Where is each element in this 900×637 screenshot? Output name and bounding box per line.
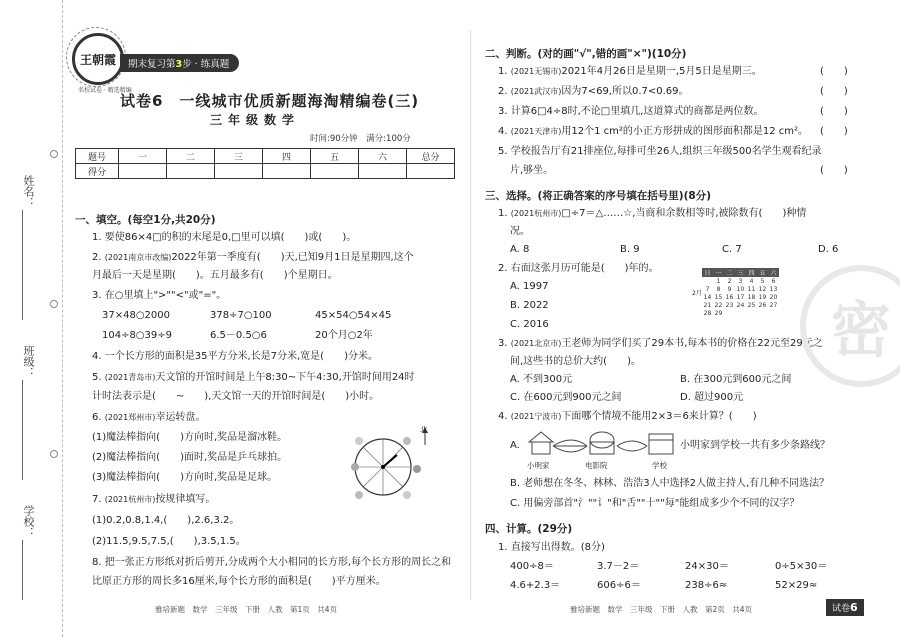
score-header-cell: 三	[215, 149, 263, 164]
calc-item: 606÷6＝	[597, 580, 641, 591]
question-5: 5. (2021青岛市)天文馆的开馆时间是上午8:30~下午4:30,开馆时间用24时	[92, 372, 415, 383]
section-choice: 三、选择。(将正确答案的序号填在括号里)(8分)	[485, 190, 712, 202]
binding-margin	[0, 0, 63, 637]
compare-item: 20个月○2年	[315, 330, 373, 341]
section-fill-blank: 一、填空。(每空1分,共20分)	[75, 214, 216, 226]
compare-item: 6.5－0.5○6	[210, 330, 267, 341]
choice-option[interactable]: C. 在600元到900元之间	[510, 392, 622, 403]
route-diagram-image	[527, 428, 677, 458]
calendar-day	[757, 310, 768, 317]
compare-item: 45×54○54×45	[315, 310, 392, 321]
choice-option[interactable]: D. 6	[818, 244, 839, 255]
choice-option[interactable]: A. 1997	[510, 281, 549, 292]
question-8: 8. 把一张正方形纸对折后剪开,分成两个大小相同的长方形,每个长方形的周长之和	[92, 557, 452, 568]
calendar-day: 15	[714, 294, 723, 301]
judge-3: 3. 计算6□4÷8时,不论□里填几,这道算式的商都是两位数。	[498, 106, 764, 117]
score-header-cell: 题号	[76, 149, 119, 164]
question-6-2: (2)魔法棒指向( )面时,奖品是乒乓球拍。	[92, 452, 288, 463]
calendar-day	[702, 278, 713, 285]
choice-option[interactable]: C. 7	[722, 244, 742, 255]
score-row	[76, 164, 455, 179]
judge-2: 2. (2021武汉市)因为7<69,所以0.7<0.69。	[498, 86, 689, 97]
calendar-day: 25	[747, 302, 756, 309]
brand-slogan: 名校试卷 · 精选精编	[78, 87, 132, 94]
question-4: 4. 一个长方形的面积是35平方分米,长是7分米,宽是( )分米。	[92, 351, 378, 362]
score-header-cell: 四	[263, 149, 311, 164]
calendar-day: 4	[749, 278, 754, 285]
calendar-day: 21	[703, 302, 712, 309]
calendar-day: 7	[705, 286, 710, 293]
answer-bracket[interactable]: ( )	[820, 86, 848, 97]
score-header-row	[76, 149, 455, 164]
calendar-weekday: 四	[746, 268, 757, 277]
calendar-weekday: 六	[768, 268, 779, 277]
choice-option-a-label[interactable]: A.	[510, 440, 520, 451]
calendar-day: 10	[736, 286, 745, 293]
lucky-wheel-image	[345, 425, 435, 503]
judge-4-text: 用12个1 cm²的小正方形拼成的图形面积都是12 cm²。	[561, 126, 809, 137]
calendar-month-label: 2月	[692, 290, 702, 297]
calc-item: 24×30＝	[685, 561, 729, 572]
badge-num: 6	[850, 601, 858, 614]
calendar-day: 3	[738, 278, 743, 285]
answer-bracket[interactable]: ( )	[820, 66, 848, 77]
calendar-day: 20	[769, 294, 778, 301]
question-8-cont: 比原正方形的周长多16厘米,每个长方形的面积是( )平方厘米。	[92, 576, 386, 587]
route-caption: 电影院	[585, 461, 608, 470]
judge-2-text: 因为7<69,所以0.7<0.69。	[561, 86, 689, 97]
calendar-day: 22	[714, 302, 723, 309]
paper-subtitle: 三年级数学	[210, 113, 301, 127]
section-calculate: 四、计算。(29分)	[485, 523, 573, 535]
binding-hole	[50, 150, 58, 158]
question-5-text: 天文馆的开馆时间是上午8:30~下午4:30,开馆时间用24时	[155, 372, 415, 383]
question-7-text: 按规律填写。	[155, 494, 216, 505]
calc-1: 1. 直接写出得数。(8分)	[498, 542, 605, 553]
choice-option[interactable]: B. 2022	[510, 300, 549, 311]
class-line	[22, 380, 23, 480]
choice-option[interactable]: C. 2016	[510, 319, 549, 330]
score-cell[interactable]	[311, 164, 359, 179]
question-2-cont: 月最后一天是星期( )。五月最多有( )个星期日。	[92, 270, 338, 281]
calc-item: 4.6+2.3＝	[510, 580, 561, 591]
calendar-day	[768, 310, 779, 317]
question-source: (2021宁波市)	[510, 412, 562, 421]
question-6: 6. (2021郑州市)幸运转盘。	[92, 412, 206, 423]
calc-item: 238÷6≈	[685, 580, 728, 591]
review-tag-pre: 期末复习第	[128, 59, 176, 70]
score-table	[75, 148, 455, 179]
choice-2: 2. 右面这张月历可能是( )年的。	[498, 263, 659, 274]
calendar-day: 9	[727, 286, 732, 293]
score-header-cell: 五	[311, 149, 359, 164]
choice-option[interactable]: D. 超过900元	[680, 392, 744, 403]
review-tag-num: 3	[175, 59, 183, 70]
question-source: (2021郑州市)	[104, 413, 156, 422]
calendar-day: 17	[736, 294, 745, 301]
calendar-day: 14	[703, 294, 712, 301]
choice-4: 4. (2021宁波市)下面哪个情境不能用2×3＝6来计算？( )	[498, 411, 757, 422]
school-label: 学校：	[22, 505, 35, 538]
paper-number-badge	[826, 599, 864, 616]
question-7: 7. (2021杭州市)按规律填写。	[92, 494, 216, 505]
judge-1: 1. (2021无锡市)2021年4月26日是星期一,5月5日是星期三。	[498, 66, 762, 77]
binding-hole	[50, 300, 58, 308]
calendar-weekday: 五	[757, 268, 768, 277]
section-judge: 二、判断。(对的画"√",错的画"×")(10分)	[485, 48, 687, 60]
question-2: 2. (2021南京市改编)2022年第一季度有( )天,已知9月1日是星期四,这个	[92, 252, 414, 263]
calendar-weekday: 三	[735, 268, 746, 277]
question-source: (2021南京市改编)	[104, 253, 172, 262]
question-1: 1. 要使86×4□的积的末尾是0,□里可以填( )或( )。	[92, 232, 357, 243]
calendar-day: 12	[758, 286, 767, 293]
choice-4-text: 下面哪个情境不能用2×3＝6来计算？( )	[561, 411, 757, 422]
calendar-day: 11	[747, 286, 756, 293]
name-line	[22, 210, 23, 320]
choice-option-a-text: 小明家到学校一共有多少条路线？	[680, 440, 830, 451]
calendar-day: 19	[758, 294, 767, 301]
question-source: (2021北京市)	[510, 339, 562, 348]
calc-item: 52×29≈	[775, 580, 818, 591]
choice-option[interactable]: B. 老师想在冬冬、林林、浩浩3人中选择2人做主持人,有几种不同选法？	[510, 478, 830, 489]
review-tag-post: 步 · 练真题	[182, 59, 230, 70]
score-header-cell: 六	[359, 149, 407, 164]
badge-pre: 试卷	[832, 604, 851, 614]
calendar-weekday: 一	[713, 268, 724, 277]
calendar-day: 5	[760, 278, 765, 285]
calendar-day: 6	[771, 278, 776, 285]
score-cell[interactable]	[167, 164, 215, 179]
choice-option[interactable]: B. 在300元到600元之间	[680, 374, 792, 385]
question-7-2: (2)11.5,9.5,7.5,( ),3.5,1.5。	[92, 536, 246, 547]
choice-option[interactable]: C. 用偏旁部首"氵""讠"和"舌""十""每"能组成多少个不同的汉字？	[510, 498, 800, 509]
name-label: 姓名：	[22, 175, 35, 208]
question-7-1: (1)0.2,0.8,1.4,( ),2.6,3.2。	[92, 515, 240, 526]
calc-item: 400÷8＝	[510, 561, 554, 572]
compare-item: 378÷7○100	[210, 310, 272, 321]
choice-3-text: 王老师为同学们买了29本书,每本书的价格在22元至29元之	[561, 338, 823, 349]
calendar-day: 1	[716, 278, 721, 285]
question-source: (2021青岛市)	[104, 373, 156, 382]
choice-option[interactable]: B. 9	[620, 244, 640, 255]
choice-option[interactable]: A. 不到300元	[510, 374, 573, 385]
route-caption: 学校	[652, 461, 667, 470]
choice-option[interactable]: A. 8	[510, 244, 530, 255]
calendar-day: 28	[703, 310, 712, 317]
question-2-text: 2022年第一季度有( )天,已知9月1日是星期四,这个	[171, 252, 414, 263]
route-caption: 小明家	[527, 461, 550, 470]
question-source: (2021杭州市)	[104, 495, 156, 504]
time-score-info: 时间:90分钟 满分:100分	[310, 134, 411, 144]
score-cell[interactable]	[263, 164, 311, 179]
calendar-day	[724, 310, 735, 317]
choice-3-cont: 间,这些书的总价大约( )。	[510, 356, 641, 367]
left-footer: 雅培新题 数学 三年级 下册 人教 第1页 共4页	[155, 605, 338, 614]
question-source: (2021天津市)	[510, 127, 562, 136]
calendar-day: 27	[769, 302, 778, 309]
right-footer: 雅培新题 数学 三年级 下册 人教 第2页 共4页	[570, 605, 753, 614]
choice-3: 3. (2021北京市)王老师为同学们买了29本书,每本书的价格在22元至29元之	[498, 338, 823, 349]
score-cell[interactable]	[359, 164, 407, 179]
question-6-1: (1)魔法棒指向( )方向时,奖品是溜冰鞋。	[92, 432, 288, 443]
question-6-3: (3)魔法棒指向( )方向时,奖品是足球。	[92, 472, 278, 483]
calendar-weekday: 二	[724, 268, 735, 277]
question-6-text: 幸运转盘。	[155, 412, 206, 423]
question-5-cont: 计时法表示是( ~ ),天文馆一天的开馆时间是( )小时。	[92, 391, 380, 402]
score-row-label: 得分	[76, 164, 119, 179]
question-source: (2021杭州市)	[510, 209, 562, 218]
question-source: (2021无锡市)	[510, 67, 562, 76]
calendar-day: 29	[714, 310, 723, 317]
binding-hole	[50, 450, 58, 458]
paper-title: 试卷6 一线城市优质新题海淘精编卷(三)	[120, 92, 420, 110]
calendar-day: 18	[747, 294, 756, 301]
month-calendar	[702, 268, 779, 317]
question-source: (2021武汉市)	[510, 87, 562, 96]
choice-1-text: □÷7＝△……☆,当商和余数相等时,被除数有( )种情	[561, 208, 807, 219]
question-3: 3. 在○里填上">""<"或"="。	[92, 290, 227, 301]
column-divider	[470, 30, 471, 600]
score-cell[interactable]	[119, 164, 167, 179]
judge-4: 4. (2021天津市)用12个1 cm²的小正方形拼成的图形面积都是12 cm²。	[498, 126, 809, 137]
answer-bracket[interactable]: ( )	[820, 126, 848, 137]
calendar-day: 8	[716, 286, 721, 293]
calendar-day: 23	[725, 302, 734, 309]
compare-item: 37×48○2000	[102, 310, 171, 321]
choice-1-cont: 况。	[510, 226, 530, 237]
brand-logo: 王朝霞	[72, 33, 124, 85]
judge-5: 5. 学校报告厅有21排座位,每排可坐26人,组织三年级500名学生观看纪录	[498, 146, 822, 157]
score-header-cell: 一	[119, 149, 167, 164]
calendar-day	[735, 310, 746, 317]
school-line	[22, 540, 23, 600]
calendar-day	[746, 310, 757, 317]
calendar-day: 26	[758, 302, 767, 309]
review-step-tag	[120, 54, 239, 72]
choice-1: 1. (2021杭州市)□÷7＝△……☆,当商和余数相等时,被除数有( )种情	[498, 208, 807, 219]
north-label: 北	[420, 425, 428, 434]
score-cell[interactable]	[215, 164, 263, 179]
calendar-day: 13	[769, 286, 778, 293]
judge-1-text: 2021年4月26日是星期一,5月5日是星期三。	[561, 66, 762, 77]
answer-bracket[interactable]: ( )	[820, 165, 848, 176]
calc-item: 3.7－2＝	[597, 561, 640, 572]
class-label: 班级：	[22, 345, 35, 378]
calendar-weekday: 日	[702, 268, 713, 277]
score-header-cell: 二	[167, 149, 215, 164]
secret-watermark: 密	[800, 265, 900, 387]
calc-item: 0÷5×30＝	[775, 561, 828, 572]
calendar-grid	[702, 268, 779, 317]
calendar-day: 2	[727, 278, 732, 285]
calendar-day: 24	[736, 302, 745, 309]
score-cell[interactable]	[407, 164, 455, 179]
compare-item: 104÷8○39÷9	[102, 330, 173, 341]
answer-bracket[interactable]: ( )	[820, 106, 848, 117]
calendar-day: 16	[725, 294, 734, 301]
judge-5-cont: 片,够坐。	[510, 165, 554, 176]
score-header-cell: 总分	[407, 149, 455, 164]
